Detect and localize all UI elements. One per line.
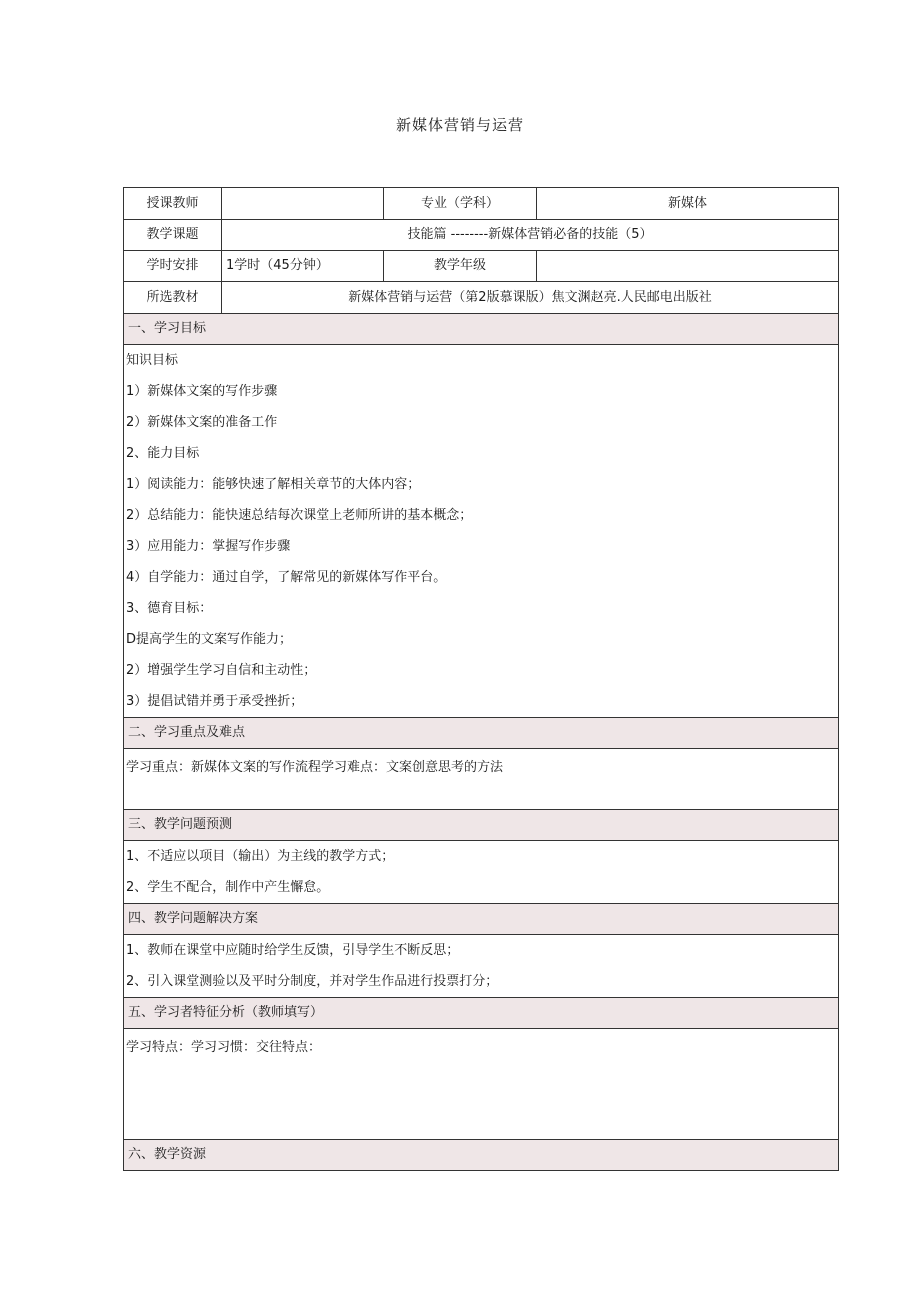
list-item: 2）新媒体文案的准备工作 (126, 414, 278, 430)
section-heading: 二、学习重点及难点 (124, 718, 839, 749)
topic-label: 教学课题 (124, 220, 222, 251)
major-label: 专业（学科） (384, 188, 537, 220)
section-heading: 四、教学问题解决方案 (124, 904, 839, 935)
hours-value: 1学时（45分钟） (222, 251, 384, 282)
list-item: 2、能力目标 (126, 445, 200, 461)
major-value: 新媒体 (537, 188, 839, 220)
list-item: 学习重点：新媒体文案的写作流程学习难点：文案创意思考的方法 (126, 760, 504, 775)
list-item: 2）增强学生学习自信和主动性； (126, 662, 317, 678)
row-teacher-major (124, 188, 839, 220)
list-item: 知识目标 (126, 352, 179, 368)
list-item: 学习特点：学习习惯：交往特点： (126, 1040, 322, 1055)
textbook-value: 新媒体营销与运营（第2版慕课版）焦文渊赵亮.人民邮电出版社 (222, 282, 839, 314)
list-item: 2、学生不配合，制作中产生懈怠。 (126, 879, 330, 895)
lesson-plan-table (123, 187, 839, 1171)
section-body (124, 841, 839, 904)
section-1-body-row (124, 345, 839, 718)
list-item: 3、德育目标： (126, 600, 213, 616)
section-body (124, 749, 839, 810)
section-body (124, 1029, 839, 1140)
list-item: 1、不适应以项目（输出）为主线的教学方式； (126, 848, 395, 864)
section-5-heading-row (124, 998, 839, 1029)
list-item: 1）新媒体文案的写作步骤 (126, 383, 278, 399)
grade-value (537, 251, 839, 282)
list-item: 2、引入课堂测验以及平时分制度，并对学生作品进行投票打分； (126, 973, 499, 989)
section-4-body-row (124, 935, 839, 998)
section-6-heading-row (124, 1140, 839, 1171)
section-heading: 六、教学资源 (124, 1140, 839, 1171)
section-1-heading-row (124, 314, 839, 345)
list-item: 3）应用能力：掌握写作步骤 (126, 538, 291, 554)
section-body (124, 935, 839, 998)
section-3-heading-row (124, 810, 839, 841)
section-heading: 三、教学问题预测 (124, 810, 839, 841)
hours-label: 学时安排 (124, 251, 222, 282)
list-item: 1）阅读能力：能够快速了解相关章节的大体内容； (126, 476, 421, 492)
topic-value: 技能篇 --------新媒体营销必备的技能（5） (222, 220, 839, 251)
textbook-label: 所选教材 (124, 282, 222, 314)
row-topic (124, 220, 839, 251)
grade-label: 教学年级 (384, 251, 537, 282)
section-heading: 五、学习者特征分析（教师填写） (124, 998, 839, 1029)
row-textbook (124, 282, 839, 314)
section-2-body-row (124, 749, 839, 810)
list-item: 4）自学能力：通过自学，了解常见的新媒体写作平台。 (126, 569, 447, 585)
section-body (124, 345, 839, 718)
list-item: D提高学生的文案写作能力； (126, 631, 293, 647)
list-item: 2）总结能力：能快速总结每次课堂上老师所讲的基本概念； (126, 507, 473, 523)
document-title: 新媒体营销与运营 (395, 116, 524, 134)
teacher-value (222, 188, 384, 220)
section-5-body-row (124, 1029, 839, 1140)
section-3-body-row (124, 841, 839, 904)
section-4-heading-row (124, 904, 839, 935)
section-heading: 一、学习目标 (124, 314, 839, 345)
row-hours-grade (124, 251, 839, 282)
section-2-heading-row (124, 718, 839, 749)
list-item: 3）提倡试错并勇于承受挫折； (126, 693, 304, 709)
list-item: 1、教师在课堂中应随时给学生反馈，引导学生不断反思； (126, 942, 460, 958)
teacher-label: 授课教师 (124, 188, 222, 220)
